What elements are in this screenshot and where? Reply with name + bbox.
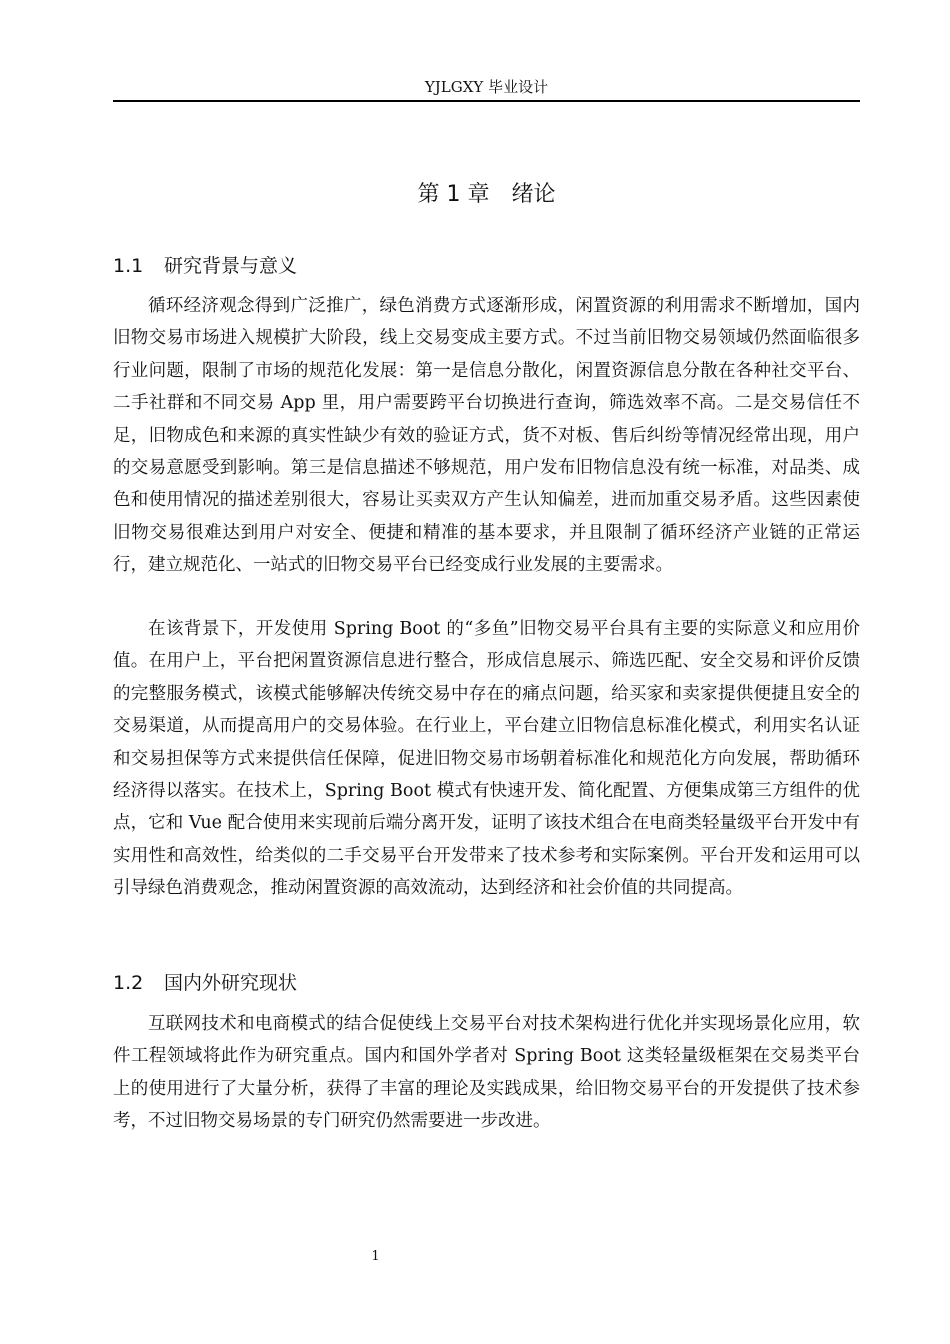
- body-paragraph: 在该背景下，开发使用 Spring Boot 的“多鱼”旧物交易平台具有主要的实际意义和应用价值。在用户上，平台把闲置资源信息进行整合，形成信息展示、筛选匹配、安全交易和评价反馈的完整服务模式，该模式能够解决传统交易中存在的痛点问题，给买家和卖家提供便捷且安全的交易渠道，从而提高用户的交易体验。在行业上，平台建立旧物信息标准化模式，利用实名认证和交易担保等方式来提供信任保障，促进旧物交易市场朝着标准化和规范化方向发展，帮助循环经济得以落实。在技术上，Spring Boot 模式有快速开发、简化配置、方便集成第三方组件的优点，它和 Vue 配合使用来实现前后端分离开发，证明了该技术组合在电商类轻量级平台开发中有实用性和高效性，给类似的二手交易平台开发带来了技术参考和实际案例。平台开发和运用可以引导绿色消费观念，推动闲置资源的高效流动，达到经济和社会价值的共同提高。: [113, 619, 860, 899]
- header-rule: [113, 100, 860, 102]
- section-number: 1.2: [113, 972, 144, 994]
- body-paragraph: 循环经济观念得到广泛推广，绿色消费方式逐渐形成，闲置资源的利用需求不断增加，国内旧物交易市场进入规模扩大阶段，线上交易变成主要方式。不过当前旧物交易领域仍然面临很多行业问题，限制了市场的规范化发展：第一是信息分散化，闲置资源信息分散在各种社交平台、二手社群和不同交易 App 里，用户需要跨平台切换进行查询，筛选效率不高。二是交易信任不足，旧物成色和来源的真实性缺少有效的验证方式，货不对板、售后纠纷等情况经常出现，用户的交易意愿受到影响。第三是信息描述不够规范，用户发布旧物信息没有统一标准，对品类、成色和使用情况的描述差别很大，容易让买卖双方产生认知偏差，进而加重交易矛盾。这些因素使旧物交易很难达到用户对安全、便捷和精准的基本要求，并且限制了循环经济产业链的正常运行，建立规范化、一站式的旧物交易平台已经变成行业发展的主要需求。: [113, 296, 860, 576]
- page-number: 1: [371, 1249, 380, 1264]
- section-heading-1-2: [113, 970, 860, 996]
- running-header: YJLGXY 毕业设计: [424, 78, 549, 96]
- body-paragraph: 互联网技术和电商模式的结合促使线上交易平台对技术架构进行优化并实现场景化应用，软件工程领域将此作为研究重点。国内和国外学者对 Spring Boot 这类轻量级框架在交易类平台上的使用进行了大量分析，获得了丰富的理论及实践成果，给旧物交易平台的开发提供了技术参考，不过旧物交易场景的专门研究仍然需要进一步改进。: [113, 1014, 860, 1132]
- section-title: 国内外研究现状: [164, 972, 298, 994]
- chapter-title: 第 1 章 绪论: [417, 182, 556, 207]
- section-title: 研究背景与意义: [164, 255, 298, 277]
- section-number: 1.1: [113, 255, 144, 277]
- section-heading-1-1: [113, 253, 860, 279]
